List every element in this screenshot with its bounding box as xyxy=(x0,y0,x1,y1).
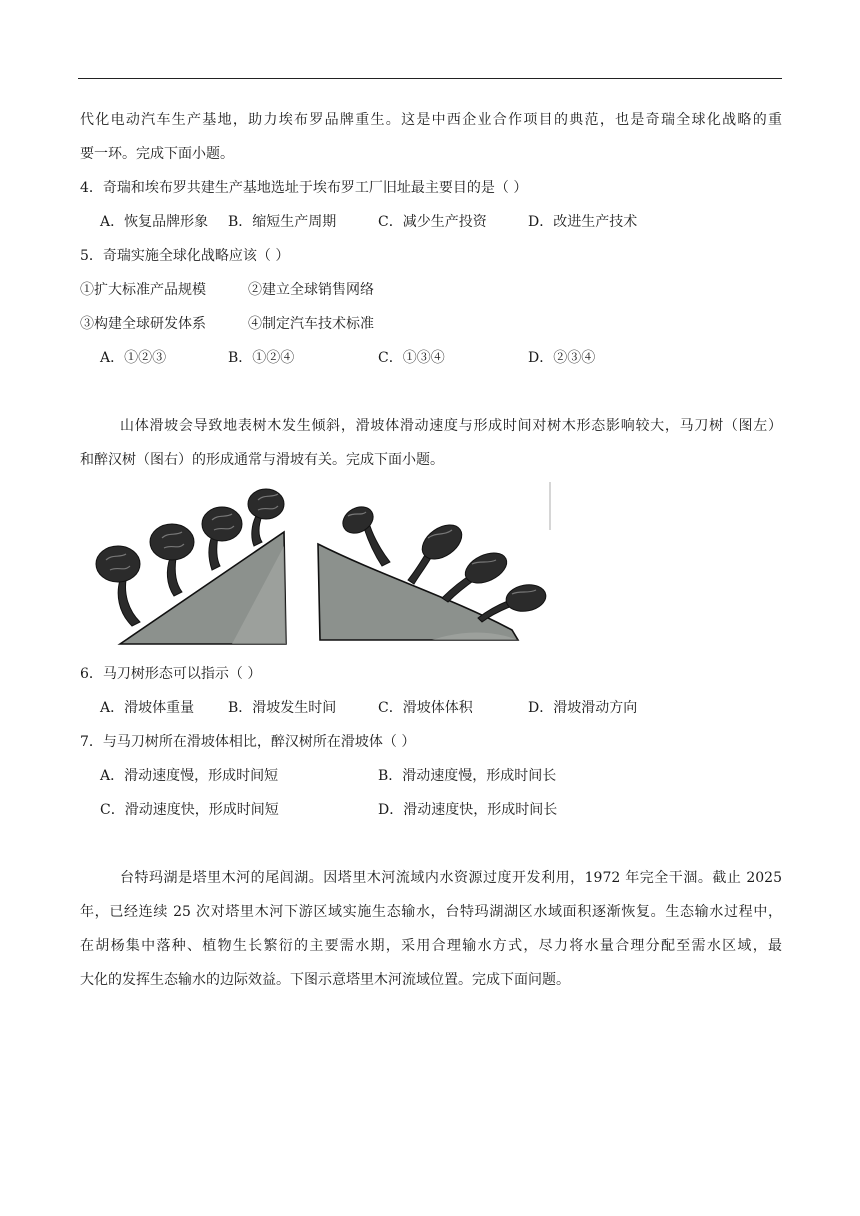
question-7-stem: 7．与马刀树所在滑坡体相比，醉汉树所在滑坡体（ ） xyxy=(80,734,416,750)
q4-option-b[interactable]: B．缩短生产周期 xyxy=(228,214,337,230)
question-5-stem: 5．奇瑞实施全球化战略应该（ ） xyxy=(80,248,290,264)
tarim-intro-line-1: 台特玛湖是塔里木河的尾闾湖。因塔里木河流域内水资源过度开发利用，1972 年完全干涸。截止 2025 xyxy=(120,870,782,886)
q7-option-a[interactable]: A．滑动速度慢，形成时间短 xyxy=(100,768,279,784)
q6-option-b[interactable]: B．滑坡发生时间 xyxy=(228,700,337,716)
q4-option-d[interactable]: D．改进生产技术 xyxy=(528,214,638,230)
tarim-intro-line-4: 大化的发挥生态输水的边际效益。下图示意塔里木河流域位置。完成下面问题。 xyxy=(80,972,570,988)
question-4-stem: 4．奇瑞和埃布罗共建生产基地选址于埃布罗工厂旧址最主要目的是（ ） xyxy=(80,180,528,196)
tarim-intro-line-3: 在胡杨集中落种、植物生长繁衍的主要需水期，采用合理输水方式，尽力将水量合理分配至需水区域，最 xyxy=(80,938,782,954)
q5-item-2: ②建立全球销售网络 xyxy=(248,282,374,298)
landslide-intro-line-1: 山体滑坡会导致地表树木发生倾斜，滑坡体滑动速度与形成时间对树木形态影响较大，马刀树（图左） xyxy=(120,418,782,434)
q5-option-c[interactable]: C．①③④ xyxy=(378,350,445,366)
q6-option-c[interactable]: C．滑坡体体积 xyxy=(378,700,473,716)
q6-option-a[interactable]: A．滑坡体重量 xyxy=(100,700,195,716)
q5-option-d[interactable]: D．②③④ xyxy=(528,350,596,366)
question-6-stem: 6．马刀树形态可以指示（ ） xyxy=(80,666,262,682)
q6-option-d[interactable]: D．滑坡滑动方向 xyxy=(528,700,638,716)
q7-option-d[interactable]: D．滑动速度快，形成时间长 xyxy=(378,802,558,818)
q5-option-b[interactable]: B．①②④ xyxy=(228,350,295,366)
sabre-tree-figure xyxy=(82,484,292,646)
q4-option-c[interactable]: C．减少生产投资 xyxy=(378,214,487,230)
q5-item-4: ④制定汽车技术标准 xyxy=(248,316,374,332)
q5-item-1: ①扩大标准产品规模 xyxy=(80,282,206,298)
q4-option-a[interactable]: A．恢复品牌形象 xyxy=(100,214,209,230)
landslide-intro-line-2: 和醉汉树（图右）的形成通常与滑坡有关。完成下面小题。 xyxy=(80,452,444,468)
sabre-tree-slope xyxy=(120,532,286,644)
q7-option-c[interactable]: C．滑动速度快，形成时间短 xyxy=(100,802,279,818)
drunken-tree-figure xyxy=(312,480,554,646)
intro-tail-line-1: 代化电动汽车生产基地，助力埃布罗品牌重生。这是中西企业合作项目的典范，也是奇瑞全球化战略的重 xyxy=(80,112,782,128)
header-rule xyxy=(78,78,782,79)
intro-tail-line-2: 要一环。完成下面小题。 xyxy=(80,146,234,162)
q5-item-3: ③构建全球研发体系 xyxy=(80,316,206,332)
q5-option-a[interactable]: A．①②③ xyxy=(100,350,167,366)
q7-option-b[interactable]: B．滑动速度慢，形成时间长 xyxy=(378,768,557,784)
tarim-intro-line-2: 年，已经连续 25 次对塔里木河下游区域实施生态输水，台特玛湖湖区水域面积逐渐恢复。生态输水过程中， xyxy=(80,904,782,920)
